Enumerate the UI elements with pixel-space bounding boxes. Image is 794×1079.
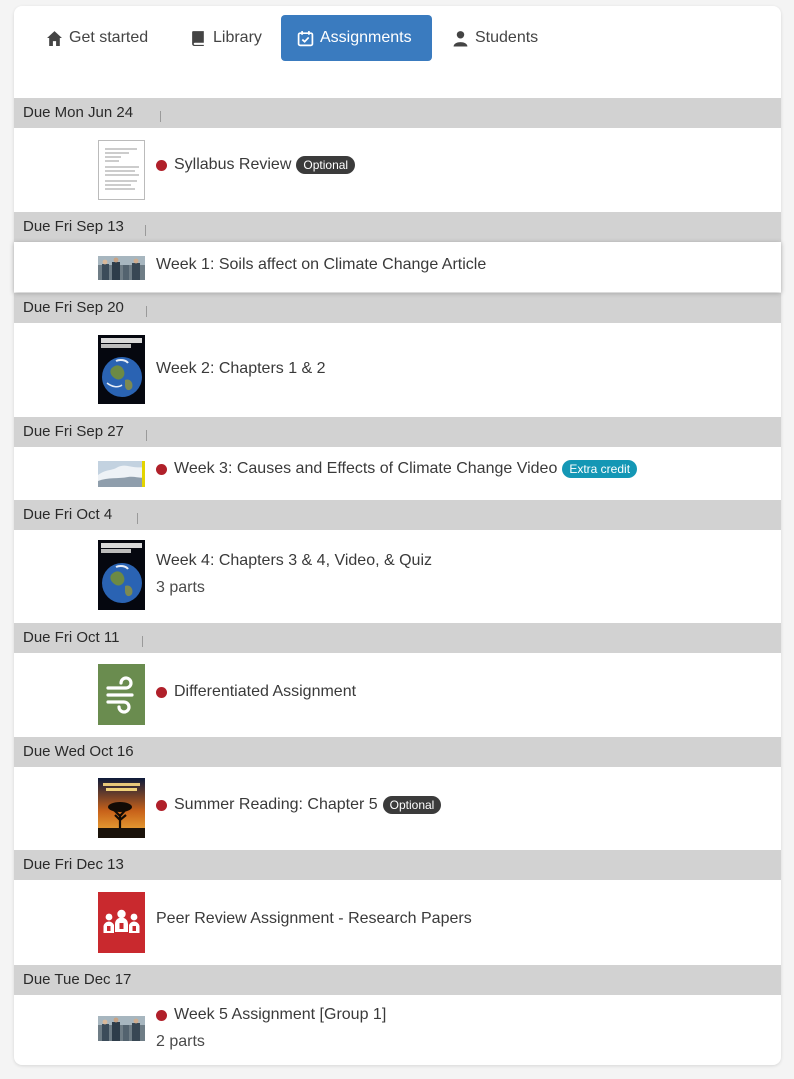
calendar-check-icon <box>297 30 314 47</box>
due-date-header: Due Fri Oct 11 <box>14 623 781 653</box>
assignment-title-line <box>156 460 637 478</box>
tab-label: Library <box>213 29 262 46</box>
assignment-title-line <box>156 683 356 701</box>
assignment-title-line <box>156 1006 386 1024</box>
assignment-title-line <box>156 156 355 174</box>
due-date-header: Due Fri Sep 20 <box>14 293 781 323</box>
user-icon <box>452 30 469 47</box>
extra-credit-badge: Extra credit <box>562 460 637 478</box>
assignment-title-line <box>156 796 441 814</box>
tab-assignments[interactable] <box>281 15 432 61</box>
parts-count: 3 parts <box>156 579 205 596</box>
optional-badge: Optional <box>383 796 442 814</box>
assignment-title: Peer Review Assignment - Research Papers <box>156 910 472 927</box>
due-date-header: Due Fri Sep 27 <box>14 417 781 447</box>
due-date-header: Due Mon Jun 24 <box>14 98 781 128</box>
assignment-row[interactable] <box>14 653 781 737</box>
optional-badge: Optional <box>296 156 355 174</box>
due-date-header: Due Fri Dec 13 <box>14 850 781 880</box>
due-date-header: Due Tue Dec 17 <box>14 965 781 995</box>
assignment-title-line <box>156 552 432 570</box>
photo-thumbnail <box>98 256 145 280</box>
assignment-title: Week 5 Assignment [Group 1] <box>174 1006 387 1023</box>
status-dot <box>156 160 167 171</box>
assignment-row[interactable] <box>14 995 781 1059</box>
status-dot <box>156 687 167 698</box>
assignment-row[interactable] <box>14 767 781 850</box>
photo-thumbnail <box>98 1016 145 1041</box>
status-dot <box>156 800 167 811</box>
book-cover-tree <box>98 778 145 838</box>
assignment-row[interactable] <box>14 128 781 211</box>
assignment-title: Differentiated Assignment <box>174 683 357 700</box>
wind-icon <box>98 664 145 725</box>
assignment-title: Week 4: Chapters 3 & 4, Video, & Quiz <box>156 552 432 569</box>
assignment-title: Week 2: Chapters 1 & 2 <box>156 360 326 377</box>
assignment-row[interactable] <box>14 530 781 622</box>
tab-get-started[interactable] <box>30 15 164 61</box>
video-thumbnail <box>98 461 145 487</box>
tab-library[interactable] <box>174 15 278 61</box>
assignment-row[interactable] <box>14 242 781 292</box>
due-date-header: Due Fri Sep 13 <box>14 212 781 242</box>
book-cover-climate-science <box>98 540 145 610</box>
due-date-header: Due Wed Oct 16 <box>14 737 781 767</box>
status-dot <box>156 464 167 475</box>
status-dot <box>156 1010 167 1021</box>
parts-count: 2 parts <box>156 1033 205 1050</box>
group-icon <box>98 892 145 953</box>
assignment-title: Week 1: Soils affect on Climate Change Article <box>156 256 487 273</box>
assignment-title-line <box>156 910 472 928</box>
assignment-title-line <box>156 256 486 274</box>
tab-students[interactable] <box>436 15 554 61</box>
home-icon <box>46 30 63 47</box>
book-cover-climate-science <box>98 335 145 404</box>
due-date-header: Due Fri Oct 4 <box>14 500 781 530</box>
assignment-row[interactable] <box>14 880 781 965</box>
assignment-row[interactable] <box>14 447 781 499</box>
tab-label: Get started <box>69 29 149 46</box>
assignment-title-line <box>156 360 326 378</box>
assignment-title: Summer Reading: Chapter 5 <box>174 796 378 813</box>
assignment-row[interactable] <box>14 323 781 416</box>
book-icon <box>190 30 207 47</box>
tab-label: Students <box>475 29 539 46</box>
tab-bar <box>14 6 781 66</box>
document-thumbnail <box>98 140 145 200</box>
tab-label: Assignments <box>320 29 412 46</box>
assignment-title: Week 3: Causes and Effects of Climate Change Video <box>174 460 558 477</box>
assignment-title: Syllabus Review <box>174 156 292 173</box>
